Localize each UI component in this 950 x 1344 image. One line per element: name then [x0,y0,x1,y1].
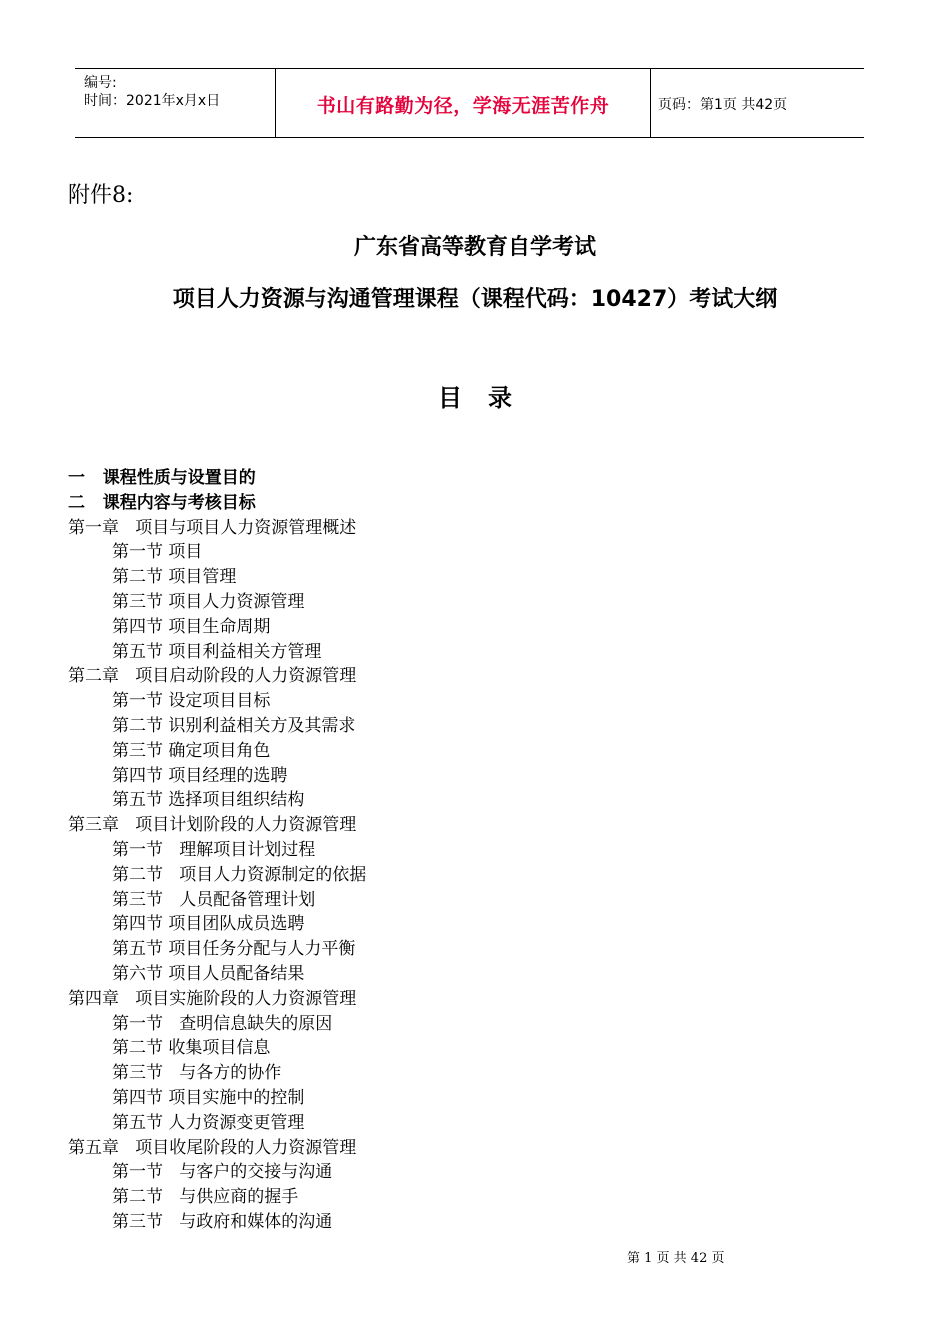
document-subtitle: 项目人力资源与沟通管理课程（课程代码：10427）考试大纲 [172,287,778,312]
document-time-label: 时间：2021年x月x日 [84,93,221,109]
toc-chapter: 第一章 项目与项目人力资源管理概述 [68,517,357,538]
attachment-label: 附件8: [68,183,134,208]
toc-section: 第二节 识别利益相关方及其需求 [112,716,356,736]
toc-section: 第一节 设定项目目标 [112,691,271,712]
toc-section: 第三节 与各方的协作 [112,1063,282,1084]
toc-chapter: 第四章 项目实施阶段的人力资源管理 [68,988,357,1009]
header-motto: 书山有路勤为径，学海无涯苦作舟 [316,95,610,117]
toc-section: 第一节 项目 [112,542,203,563]
toc-section: 第三节 确定项目角色 [112,740,271,761]
toc-heading: 目录 [438,384,538,412]
toc-section: 第二节 项目管理 [112,567,237,588]
toc-section: 第四节 项目实施中的控制 [112,1088,305,1108]
toc-section: 第二节 收集项目信息 [112,1038,271,1059]
toc-part: 二 课程内容与考核目标 [68,492,256,513]
toc-section: 第五节 项目任务分配与人力平衡 [112,939,356,960]
toc-section: 第五节 选择项目组织结构 [112,790,305,811]
document-title: 广东省高等教育自学考试 [353,235,596,260]
toc-chapter: 第三章 项目计划阶段的人力资源管理 [68,815,357,836]
toc-section: 第一节 与客户的交接与沟通 [112,1162,333,1183]
document-header [75,68,864,138]
toc-section: 第一节 理解项目计划过程 [112,840,316,860]
toc-section: 第四节 项目生命周期 [112,616,271,637]
toc-section: 第三节 项目人力资源管理 [112,592,305,612]
document-number-label: 编号: [84,75,117,91]
toc-section: 第三节 与政府和媒体的沟通 [112,1212,333,1232]
toc-section: 第一节 查明信息缺失的原因 [112,1013,333,1034]
header-motto-cell [275,69,651,137]
header-page-info: 页码：第1页 共42页 [658,97,788,113]
toc-section: 第四节 项目团队成员选聘 [112,914,305,935]
header-page-cell [650,69,864,137]
toc-section: 第五节 人力资源变更管理 [112,1112,305,1133]
toc-chapter: 第五章 项目收尾阶段的人力资源管理 [68,1137,357,1158]
toc-section: 第三节 人员配备管理计划 [112,889,316,910]
toc-section: 第四节 项目经理的选聘 [112,765,288,786]
header-info-cell [75,69,275,137]
page-footer: 第 1 页 共 42 页 [627,1251,725,1266]
toc-chapter: 第二章 项目启动阶段的人力资源管理 [68,666,357,687]
toc-section: 第六节 项目人员配备结果 [112,964,305,984]
toc-section: 第五节 项目利益相关方管理 [112,641,322,662]
toc-section: 第二节 项目人力资源制定的依据 [112,864,367,885]
toc-part: 一 课程性质与设置目的 [68,468,256,488]
toc-section: 第二节 与供应商的握手 [112,1187,299,1208]
